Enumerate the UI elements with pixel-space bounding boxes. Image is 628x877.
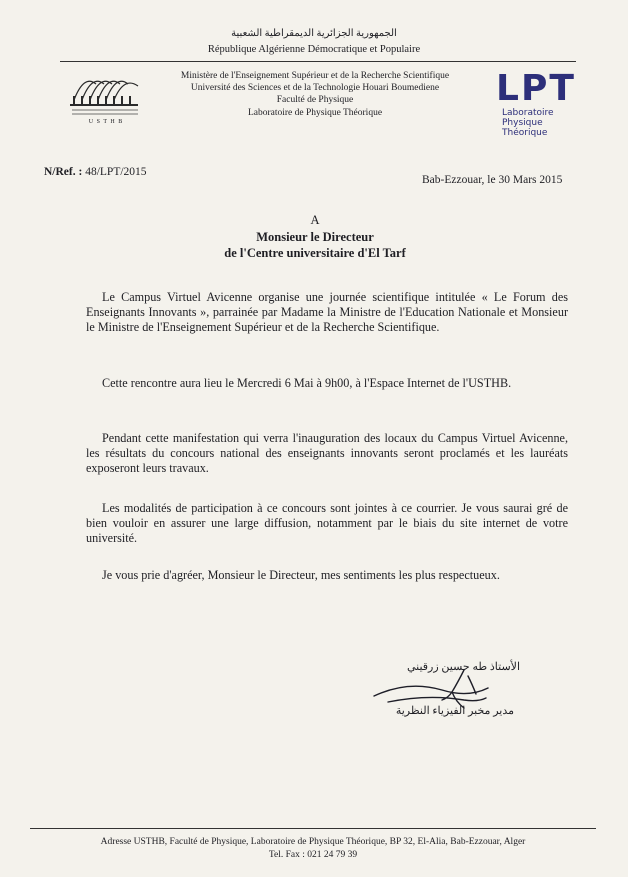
signature-name-arabic: الأستاذ طه حسين زرقيني [406, 661, 520, 673]
addressee-line2: de l'Centre universitaire d'El Tarf [224, 246, 406, 260]
place-date: Bab-Ezzouar, le 30 Mars 2015 [422, 174, 563, 186]
header-rule [60, 61, 576, 62]
lpt-logo [492, 68, 576, 140]
body-paragraph-2: Cette rencontre aura lieu le Mercredi 6 Mai à 9h00, à l'Espace Internet de l'USTHB. [102, 376, 512, 390]
footer-phone: Tel. Fax : 021 24 79 39 [268, 850, 358, 860]
reference [44, 166, 147, 178]
lpt-logo-caption: Laboratoire Physique Théorique [502, 108, 554, 138]
reference-label: N/Ref. : [44, 166, 83, 178]
republic-french: République Algérienne Démocratique et Populaire [207, 44, 421, 55]
lpt-logo-mark: LPT [496, 68, 576, 109]
footer-address: Adresse USTHB, Faculté de Physique, Laboratoire de Physique Théorique, BP 32, El-Alia, Bab-Ezzouar, Alger [100, 837, 526, 847]
usthb-logo-text: U S T H B [88, 119, 124, 125]
footer [40, 836, 586, 862]
addressee-line1: Monsieur le Directeur [256, 229, 374, 244]
footer-rule [30, 828, 596, 829]
republic-arabic: الجمهورية الجزائرية الديمقراطية الشعبية [231, 28, 397, 39]
body-paragraph-5: Je vous prie d'agréer, Monsieur le Directeur, mes sentiments les plus respectueux. [102, 568, 500, 582]
usthb-logo [66, 66, 146, 130]
institution-block [150, 70, 480, 119]
institution-laboratory: Laboratoire de Physique Théorique [247, 107, 383, 118]
signature-title-arabic: مدير مخبر الفيزياء النظرية [395, 705, 514, 717]
body-paragraph-1: Le Campus Virtuel Avicenne organise une journée scientifique intitulée « Le Forum des Enseignants Innovants », parrainée par Madame la Ministre de l'Education Nationale et Monsieur le Ministre de l'Enseignement Supérieur et de la Recherche Scientifique. [86, 290, 568, 334]
institution-ministry: Ministère de l'Enseignement Supérieur et de la Recherche Scientifique [180, 71, 450, 81]
institution-faculty: Faculté de Physique [276, 95, 354, 106]
reference-value: 48/LPT/2015 [85, 166, 147, 178]
addressee-block [150, 212, 480, 262]
body-paragraph-3: Pendant cette manifestation qui verra l'inauguration des locaux du Campus Virtuel Avicenne, les résultats du concours national des enseignants innovants seront proclamés et les lauréats exposeront leurs travaux. [86, 431, 568, 475]
institution-university: Université des Sciences et de la Technologie Houari Boumediene [190, 83, 440, 94]
body-paragraph-4: Les modalités de participation à ce concours sont jointes à ce courrier. Je vous saurai gré de bien vouloir en assurer une large diffusion, notamment par le biais du site internet de votre université. [86, 501, 568, 545]
addressee-a: A [310, 213, 320, 227]
